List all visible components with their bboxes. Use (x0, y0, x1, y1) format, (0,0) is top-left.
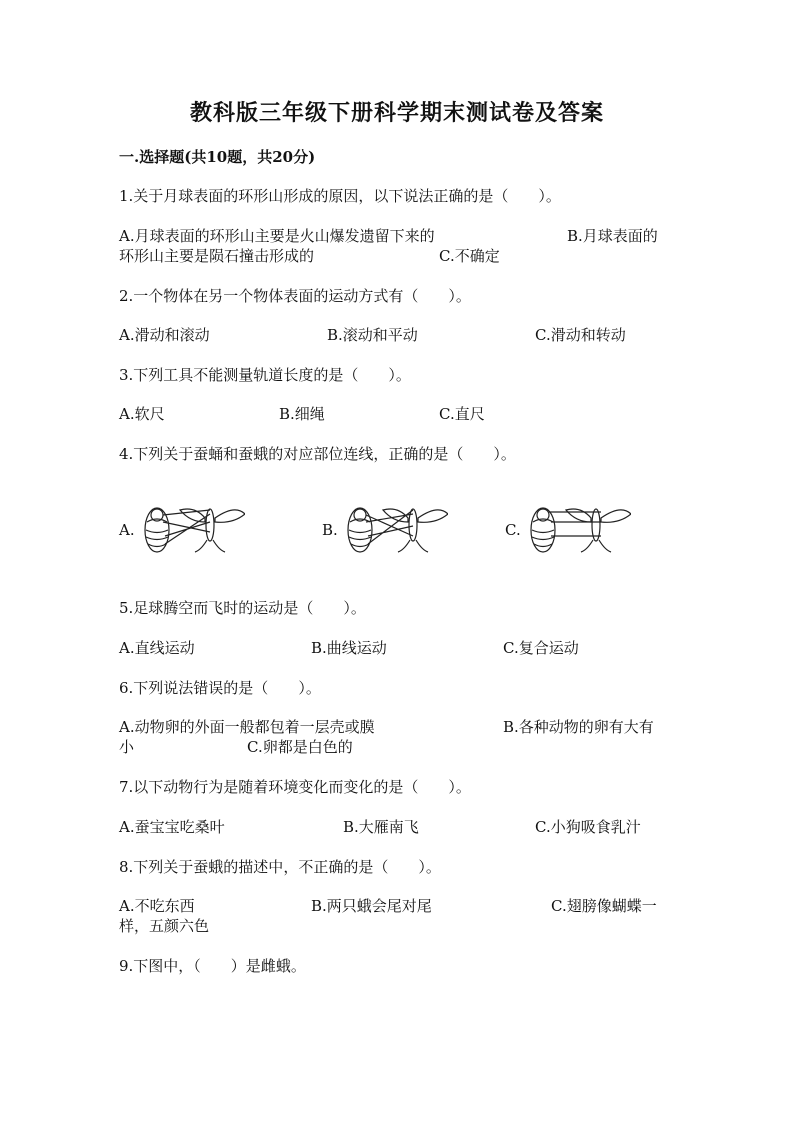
question-6-option-c: C.卵都是白色的 (247, 738, 353, 756)
question-8-option-b: B.两只蛾会尾对尾 (311, 897, 432, 915)
question-1-option-c: C.不确定 (439, 247, 500, 265)
question-8-option-c-part2: 样，五颜六色 (119, 917, 210, 935)
section-title: 一.选择题(共10题，共20分) (119, 148, 316, 166)
question-2-option-a: A.滑动和滚动 (119, 326, 210, 344)
page-title: 教科版三年级下册科学期末测试卷及答案 (189, 100, 604, 126)
question-5-stem: 5.足球腾空而飞时的运动是（ ）。 (119, 599, 366, 617)
question-3-option-a: A.软尺 (119, 405, 165, 423)
question-6-stem: 6.下列说法错误的是（ ）。 (119, 679, 321, 697)
question-7-option-b: B.大雁南飞 (343, 818, 419, 836)
pupa-moth-diagram-b (338, 500, 448, 560)
question-8-option-a: A.不吃东西 (119, 897, 195, 915)
question-4-stem: 4.下列关于蚕蛹和蚕蛾的对应部位连线，正确的是（ ）。 (119, 445, 516, 463)
question-9-stem: 9.下图中，（ ）是雌蛾。 (119, 957, 306, 975)
question-8-option-c-part1: C.翅膀像蝴蝶一 (551, 897, 657, 915)
question-6-option-b-part1: B.各种动物的卵有大有 (503, 718, 654, 736)
question-7-option-a: A.蚕宝宝吃桑叶 (119, 818, 225, 836)
pupa-moth-diagram-a (135, 500, 245, 560)
question-4-option-a-label: A. (119, 521, 135, 539)
question-5-option-c: C.复合运动 (503, 639, 579, 657)
question-6-option-a: A.动物卵的外面一般都包着一层壳或膜 (119, 718, 375, 736)
question-6-option-b-part2: 小 (119, 738, 135, 756)
question-1-option-a: A.月球表面的环形山主要是火山爆发遗留下来的 (119, 227, 435, 245)
question-2-option-b: B.滚动和平动 (327, 326, 418, 344)
question-7-stem: 7.以下动物行为是随着环境变化而变化的是（ ）。 (119, 778, 471, 796)
question-3-stem: 3.下列工具不能测量轨道长度的是（ ）。 (119, 366, 411, 384)
question-2-option-c: C.滑动和转动 (535, 326, 626, 344)
question-4-option-b-label: B. (322, 521, 338, 539)
question-3-option-c: C.直尺 (439, 405, 485, 423)
question-4-option-c-label: C. (505, 521, 521, 539)
pupa-moth-diagram-c (521, 500, 631, 560)
question-5-option-b: B.曲线运动 (311, 639, 387, 657)
question-1-option-b-part2: 环形山主要是陨石撞击形成的 (119, 247, 315, 265)
question-7-option-c: C.小狗吸食乳汁 (535, 818, 641, 836)
question-3-option-b: B.细绳 (279, 405, 325, 423)
question-1-option-b-part1: B.月球表面的 (567, 227, 658, 245)
question-2-stem: 2.一个物体在另一个物体表面的运动方式有（ ）。 (119, 287, 471, 305)
question-8-stem: 8.下列关于蚕蛾的描述中，不正确的是（ ）。 (119, 858, 441, 876)
question-1-stem: 1.关于月球表面的环形山形成的原因，以下说法正确的是（ ）。 (119, 187, 561, 205)
question-5-option-a: A.直线运动 (119, 639, 195, 657)
